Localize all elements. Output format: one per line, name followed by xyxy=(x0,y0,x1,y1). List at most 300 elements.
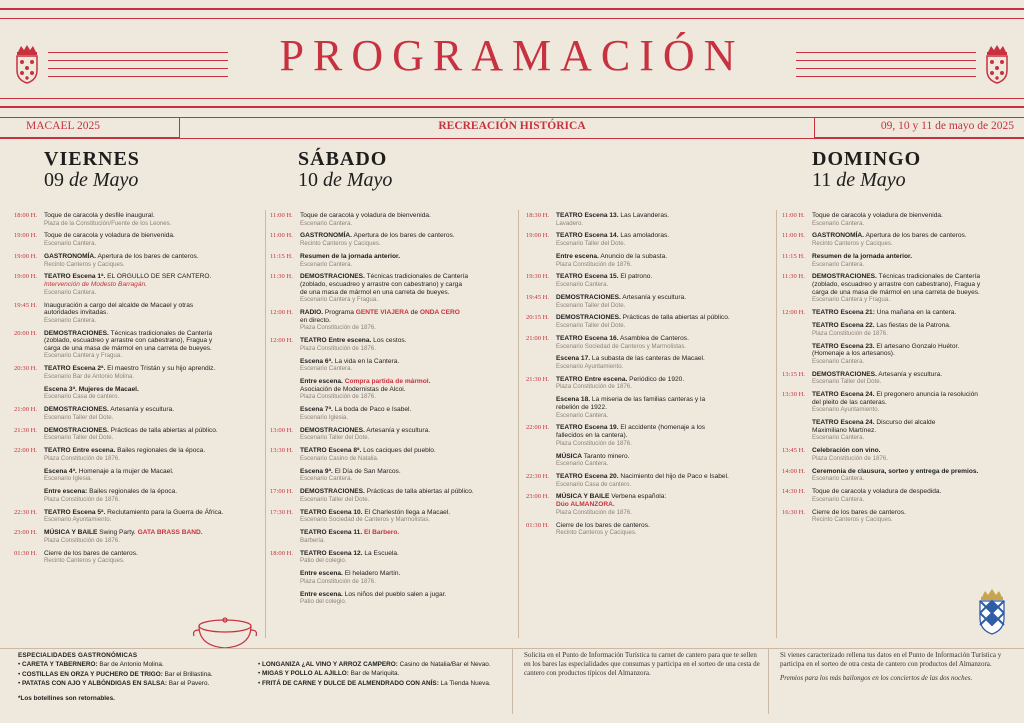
event-label: GASTRONOMÍA. xyxy=(300,232,353,240)
schedule-event xyxy=(526,355,772,370)
event-place: Recinto Canteros y Caciques. xyxy=(44,557,125,565)
event-line xyxy=(44,337,260,345)
event-time: 17:00 H. xyxy=(270,488,294,496)
event-line xyxy=(556,432,772,440)
event-line xyxy=(44,386,260,394)
schedule-event xyxy=(270,273,514,303)
event-line xyxy=(556,294,772,302)
event-place: Escenario Cantera. xyxy=(812,475,865,483)
event-text: Ceremonia de clausura, sorteo y entrega de premios. xyxy=(812,467,979,475)
event-text: Programa xyxy=(323,309,356,317)
day-heading-friday xyxy=(44,149,140,191)
event-line xyxy=(812,343,1018,351)
event-label: DEMOSTRACIONES. xyxy=(300,426,365,434)
day-month: de Mayo xyxy=(323,169,393,191)
schedule-event xyxy=(782,509,1018,524)
event-time: 21:00 H. xyxy=(526,334,550,342)
event-text: Apertura de los bares de canteros. xyxy=(96,252,199,260)
event-text: Las amoladoras. xyxy=(618,232,670,240)
event-text: Maximiliano Martínez. xyxy=(812,426,877,434)
day-heading-saturday xyxy=(298,149,392,191)
event-label: Entre escena. xyxy=(300,570,343,578)
costume-text xyxy=(780,651,1012,683)
event-text: La miseria de las familias canteras y la xyxy=(590,396,706,404)
event-line xyxy=(812,399,1018,407)
event-highlight: ONDA CERO xyxy=(419,309,460,317)
event-time: 23:00 H. xyxy=(14,529,38,537)
event-line xyxy=(812,488,1018,496)
event-line xyxy=(44,253,260,261)
schedule-event xyxy=(270,358,514,373)
schedule-event xyxy=(782,273,1018,303)
event-label: TEATRO Escena 22. xyxy=(812,322,875,330)
event-label: DEMOSTRACIONES. xyxy=(556,293,621,301)
event-text: Swing Party. xyxy=(97,529,138,537)
schedule-event xyxy=(526,232,772,247)
specialties-left xyxy=(18,651,258,703)
event-time: 11:30 H. xyxy=(782,273,805,281)
event-text: El accidente (homenaje a los xyxy=(618,424,706,432)
top-rule-2 xyxy=(0,18,1024,19)
event-label: DEMOSTRACIONES. xyxy=(300,273,365,281)
schedule-event xyxy=(526,273,772,288)
schedule-event xyxy=(14,509,260,524)
event-line xyxy=(556,453,772,461)
event-text: autoridades invitadas. xyxy=(44,309,109,317)
event-text: (zoblado, escuadreo y arrastre con cabestrano), Fragua y xyxy=(812,281,981,289)
event-line xyxy=(812,509,1018,517)
event-place: Escenario Cantera y Fragua. xyxy=(300,296,378,304)
event-line xyxy=(300,386,514,394)
event-text: Toque de caracola y voladura de bienvenida. xyxy=(300,212,431,219)
schedule-event xyxy=(14,488,260,503)
event-place: Escenario Casino de Natalia. xyxy=(300,454,379,462)
schedule-event xyxy=(270,427,514,442)
event-text: Técnicas tradicionales de Cantería xyxy=(108,329,213,337)
strip-rule-top xyxy=(0,117,1024,118)
event-text: Los caciques del pueblo. xyxy=(361,447,436,455)
schedule-event xyxy=(14,468,260,483)
event-label: TEATRO Entre escena. xyxy=(556,375,628,383)
event-text: El maestro Tristán y su hijo aprendiz. xyxy=(105,365,216,373)
event-text: en directo. xyxy=(300,316,331,324)
day-name: SÁBADO xyxy=(298,148,388,170)
event-time: 01:30 H. xyxy=(526,521,550,529)
event-highlight: El Barbero. xyxy=(364,529,400,537)
schedule-event xyxy=(526,212,772,227)
event-place: Escenario Taller del Dote. xyxy=(44,434,114,442)
event-line xyxy=(44,529,260,537)
event-text: Técnicas tradicionales de Cantería xyxy=(364,273,469,281)
event-text: Toque de caracola y voladura de bienvenida. xyxy=(44,232,175,240)
event-label: MÚSICA Y BAILE xyxy=(44,529,98,537)
event-place: Escenario Cantera. xyxy=(44,288,97,296)
event-line xyxy=(300,447,514,455)
day-name: DOMINGO xyxy=(812,148,922,170)
event-time: 21:30 H. xyxy=(526,375,550,383)
event-text: Prácticas de talla abiertas al público. xyxy=(108,426,218,434)
event-line xyxy=(556,232,772,240)
event-time: 11:00 H. xyxy=(782,212,805,219)
column-divider-2 xyxy=(518,210,519,638)
event-line xyxy=(812,281,1018,289)
event-place: Escenario Ayuntamiento. xyxy=(44,516,112,524)
schedule-event xyxy=(270,509,514,524)
event-label: Escena 9ª. xyxy=(300,467,333,475)
event-line xyxy=(300,232,514,240)
event-text: Cierre de los bares de canteros. xyxy=(44,549,138,557)
event-place: Escenario Cantera. xyxy=(300,219,353,227)
event-time: 12:00 H. xyxy=(270,337,294,345)
top-rule-1 xyxy=(0,8,1024,10)
event-label: TEATRO Escena 8ª. xyxy=(300,447,362,455)
specialties-right xyxy=(258,660,508,688)
event-place: Plaza de la Constitución/Fuente de los Leones. xyxy=(44,219,172,227)
event-place: Recinto Canteros y Caciques. xyxy=(44,260,125,268)
event-place: Plaza Constitución de 1876. xyxy=(812,454,888,462)
schedule-event xyxy=(270,529,514,544)
schedule-event xyxy=(526,424,772,447)
event-line xyxy=(812,232,1018,240)
event-text: Las Lavanderas. xyxy=(618,212,670,219)
event-line xyxy=(300,406,514,414)
day-heading-sunday xyxy=(812,149,921,191)
schedule-event xyxy=(782,322,1018,337)
event-text: (zoblado, escuadreo y arrastre con cabestrano) y carga xyxy=(300,281,462,289)
event-line xyxy=(812,273,1018,281)
event-text: Bailes regionales de la época. xyxy=(87,488,178,496)
event-place: Escenario Cantera. xyxy=(556,460,609,468)
event-place: Escenario Taller del Dote. xyxy=(556,240,626,248)
event-label: TEATRO Escena 5ª. xyxy=(44,508,106,516)
event-text: Anuncio de la subasta. xyxy=(598,252,668,260)
event-line xyxy=(300,378,514,386)
schedule-column-saturday-evening xyxy=(526,212,772,542)
event-label: DEMOSTRACIONES. xyxy=(44,406,109,414)
event-label: Escena 7ª. xyxy=(300,406,333,414)
card-text: Solicita en el Punto de Información Turística tu carnet de cantero para que te sellen en los bares las especialidades que consumas y participa en el sorteo de una cesta de cantero con productos típicos del Almanzora. xyxy=(524,651,760,677)
specialty-item: • PATATAS CON AJO Y ALBÓNDIGAS EN SALSA: Bar el Pavero. xyxy=(18,679,210,687)
event-time: 13:30 H. xyxy=(782,391,806,399)
event-text: Prácticas de talla abiertas al público. xyxy=(364,488,474,496)
column-divider-3 xyxy=(776,210,777,638)
info-strip xyxy=(0,117,1024,138)
event-line xyxy=(812,427,1018,435)
day-month: de Mayo xyxy=(69,169,139,191)
schedule-event xyxy=(526,253,772,268)
event-text: Nacimiento del hijo de Paco e Isabel. xyxy=(618,473,729,480)
event-time: 22:30 H. xyxy=(14,508,38,516)
event-text: Técnicas tradicionales de Cantería xyxy=(876,273,981,281)
mid-rule-1 xyxy=(0,98,1024,99)
event-label: TEATRO Escena 11. xyxy=(300,529,363,537)
schedule-event xyxy=(270,406,514,421)
schedule-event xyxy=(270,488,514,503)
event-line xyxy=(300,317,514,325)
event-line xyxy=(556,335,772,343)
event-highlight: Compra partida de mármol. xyxy=(344,378,431,386)
event-place: Escenario Taller del Dote. xyxy=(556,322,626,330)
schedule-event xyxy=(782,253,1018,268)
event-time: 19:00 H. xyxy=(526,232,550,240)
event-text: El patrono. xyxy=(618,273,653,281)
strip-rule-bottom xyxy=(0,138,1024,139)
schedule-event xyxy=(14,386,260,401)
schedule-event xyxy=(782,488,1018,503)
event-line xyxy=(556,473,772,481)
event-place: Escenario Cantera. xyxy=(812,434,865,442)
event-label: TEATRO Escena 24. xyxy=(812,391,875,399)
event-label: TEATRO Entre escena. xyxy=(44,447,116,455)
event-place: Escenario Cantera. xyxy=(44,316,97,324)
event-time: 18:00 H. xyxy=(270,549,294,557)
event-line xyxy=(556,424,772,432)
event-text: El Charlestón llega a Macael. xyxy=(362,508,451,516)
event-line xyxy=(44,273,260,281)
event-time: 12:00 H. xyxy=(782,309,806,317)
event-place: Plaza Constitución de 1876. xyxy=(300,577,376,585)
event-line xyxy=(556,493,772,501)
event-line xyxy=(556,212,772,220)
event-label: DEMOSTRACIONES. xyxy=(300,488,365,496)
event-place: Escenario Cantera y Fragua. xyxy=(812,296,890,304)
event-label: TEATRO Escena 10. xyxy=(300,508,363,516)
coat-of-arms-icon xyxy=(975,588,1009,636)
event-line xyxy=(44,509,260,517)
event-label: DEMOSTRACIONES. xyxy=(44,329,109,337)
schedule-event xyxy=(270,550,514,565)
schedule-event xyxy=(526,294,772,309)
mid-rule-2 xyxy=(0,106,1024,108)
event-place: Escenario Taller del Dote. xyxy=(300,495,370,503)
event-label: GASTRONOMÍA. xyxy=(44,252,97,260)
event-place: Escenario Cantera. xyxy=(300,475,353,483)
event-line xyxy=(812,419,1018,427)
event-place: Plaza Constitución de 1876. xyxy=(44,454,120,462)
event-text: Una mañana en la cantera. xyxy=(874,309,957,317)
event-label: GASTRONOMÍA. xyxy=(812,232,865,240)
event-line xyxy=(300,427,514,435)
event-place: Escenario Cantera. xyxy=(812,357,865,365)
event-text: Artesanía y escultura. xyxy=(364,426,431,434)
event-line xyxy=(44,302,260,310)
specialty-item: • MIGAS Y POLLO AL AJILLO: Bar de Mariquita. xyxy=(258,670,400,678)
event-line xyxy=(556,396,772,404)
event-text: El pregonero anuncia la resolución xyxy=(874,391,978,399)
event-text: Asociación de Modernistas de Alcoi. xyxy=(300,385,406,393)
event-line xyxy=(44,212,260,220)
event-time: 22:00 H. xyxy=(526,424,550,432)
footer-divider-2 xyxy=(768,648,769,714)
event-line xyxy=(300,281,514,289)
event-line xyxy=(300,253,514,261)
event-place: Escenario Ayuntamiento. xyxy=(812,406,880,414)
event-place: Plaza Constitución de 1876. xyxy=(556,260,632,268)
event-time: 13:00 H. xyxy=(270,426,294,434)
event-text: El Día de San Marcos. xyxy=(332,467,401,475)
event-place: Plaza Constitución de 1876. xyxy=(812,329,888,337)
event-text: carga de una masa de mármol en una carreta de bueyes. xyxy=(812,288,980,296)
event-place: Escenario Cantera. xyxy=(44,240,97,248)
day-date xyxy=(298,169,392,191)
event-line xyxy=(556,314,772,322)
event-line xyxy=(556,273,772,281)
event-time: 22:30 H. xyxy=(526,473,550,480)
event-line xyxy=(300,509,514,517)
event-time: 11:15 H. xyxy=(782,252,805,260)
event-line xyxy=(556,501,772,509)
event-text: Artesanía y escultura. xyxy=(108,406,175,414)
day-number: 09 xyxy=(44,169,64,191)
day-date xyxy=(44,169,140,191)
schedule-column-sunday xyxy=(782,212,1018,529)
event-text: Toque de caracola y voladura de despedida. xyxy=(812,488,942,496)
event-time: 19:45 H. xyxy=(526,293,550,301)
schedule-event xyxy=(14,212,260,227)
schedule-event xyxy=(14,365,260,380)
event-text: fallecidos en la cantera). xyxy=(556,432,628,440)
event-label: Entre escena: xyxy=(44,488,88,496)
schedule-event xyxy=(526,396,772,419)
event-time: 23:00 H. xyxy=(526,493,550,501)
event-note: Intervención de Modesto Barragán. xyxy=(44,281,147,289)
event-time: 14:00 H. xyxy=(782,467,806,475)
event-time: 18:30 H. xyxy=(526,212,550,219)
event-place: Escenario Taller del Dote. xyxy=(812,378,882,386)
schedule-event xyxy=(270,378,514,401)
specialty-item: • LONGANIZA ¿AL VINO Y ARROZ CAMPERO: Casino de Natalia/Bar el Nevao. xyxy=(258,661,491,668)
event-line xyxy=(300,358,514,366)
event-place: Recinto Canteros y Caciques. xyxy=(812,516,893,524)
schedule-event xyxy=(782,232,1018,247)
schedule-event xyxy=(14,529,260,544)
event-text: La boda de Paco e Isabel. xyxy=(332,406,412,414)
event-place: Escenario Taller del Dote. xyxy=(44,413,114,421)
event-line xyxy=(44,447,260,455)
event-time: 19:45 H. xyxy=(14,301,38,309)
schedule-event xyxy=(270,212,514,227)
event-text: Homenaje a la mujer de Macael. xyxy=(76,467,174,475)
event-label: TEATRO Escena 12. xyxy=(300,549,363,557)
event-time: 20:15 H. xyxy=(526,314,550,322)
event-place: Escenario Taller del Dote. xyxy=(556,301,626,309)
event-label: Escena 18. xyxy=(556,396,591,404)
event-text: EL ORGULLO DE SER CANTERO. xyxy=(105,273,212,281)
schedule-event xyxy=(270,591,514,606)
schedule-event xyxy=(270,232,514,247)
event-line xyxy=(44,468,260,476)
event-line xyxy=(44,406,260,414)
event-text: Cierre de los bares de canteros. xyxy=(556,521,650,529)
event-label: TEATRO Escena 24. xyxy=(812,419,875,427)
event-line xyxy=(556,253,772,261)
event-text: carga de una masa de mármol en una carreta de bueyes. xyxy=(44,344,212,352)
event-line xyxy=(300,273,514,281)
footer-divider-1 xyxy=(512,648,513,714)
column-divider-1 xyxy=(265,210,266,638)
specialty-item: • FRITÁ DE CARNE Y DULCE DE ALMENDRADO CON ANÍS: La Tienda Nueva. xyxy=(258,679,491,687)
schedule-event xyxy=(526,522,772,537)
event-place: Escenario Sociedad de Canteros y Marmolistas. xyxy=(300,516,431,524)
event-place: Plaza Constitución de 1876. xyxy=(556,508,632,516)
event-label: Entre escena. xyxy=(300,378,343,386)
event-label: DEMOSTRACIONES. xyxy=(556,314,621,322)
event-line xyxy=(44,330,260,338)
event-line xyxy=(812,322,1018,330)
event-time: 01:30 H. xyxy=(14,549,38,557)
event-text: Resumen de la jornada anterior. xyxy=(812,252,913,260)
event-place: Recinto Canteros y Caciques. xyxy=(812,240,893,248)
event-time: 12:00 H. xyxy=(270,309,294,317)
schedule-event xyxy=(270,337,514,352)
event-place: Plaza Constitución de 1876. xyxy=(556,439,632,447)
event-label: Escena 4ª. xyxy=(44,467,77,475)
event-label: RADIO. xyxy=(300,309,324,317)
event-time: 11:30 H. xyxy=(270,273,293,281)
event-label: TEATRO Escena 19. xyxy=(556,424,619,432)
event-label: Entre escena. xyxy=(556,252,599,260)
event-text: del pleito de las canteras. xyxy=(812,398,887,406)
schedule-event xyxy=(14,427,260,442)
specialty-item: • CARETA Y TABERNERO: Bar de Antonio Molina. xyxy=(18,661,164,669)
event-text: Bailes regionales de la época. xyxy=(115,447,206,455)
event-line xyxy=(812,253,1018,261)
cooking-pot-icon xyxy=(190,612,260,652)
event-text: Celebración con vino. xyxy=(812,447,881,455)
schedule-event xyxy=(14,302,260,325)
event-line xyxy=(300,550,514,558)
event-text: La Escuela. xyxy=(362,549,399,557)
specialties-title: ESPECIALIDADES GASTRONÓMICAS xyxy=(18,652,138,659)
event-place: Plaza Constitución de 1876. xyxy=(300,324,376,332)
costume-contest-text: Si vienes caracterizado rellena tus datos en el Punto de Información Turística y participa en el sorteo de otra cesta de cantero con productos del Almanzora. xyxy=(780,651,1002,668)
event-line xyxy=(300,337,514,345)
event-text: Taranto minero. xyxy=(582,452,630,460)
event-line xyxy=(812,391,1018,399)
event-place: Plaza Constitución de 1876. xyxy=(300,344,376,352)
event-time: 22:00 H. xyxy=(14,447,38,455)
event-text: La vida en la Cantera. xyxy=(332,357,400,365)
day-month: de Mayo xyxy=(836,169,906,191)
event-place: Escenario Ayuntamiento. xyxy=(556,362,624,370)
event-time: 19:00 H. xyxy=(14,252,38,260)
event-place: Escenario Cantera. xyxy=(812,219,865,227)
event-line xyxy=(300,529,514,537)
event-label: Escena 17. xyxy=(556,355,591,363)
event-line xyxy=(44,550,260,558)
schedule-event xyxy=(270,447,514,462)
event-time: 20:30 H. xyxy=(14,365,38,373)
event-line xyxy=(300,212,514,220)
schedule-event xyxy=(526,314,772,329)
event-highlight: Dúo ALMANZORA. xyxy=(556,501,615,509)
event-place: Escenario Iglesia. xyxy=(300,413,349,421)
schedule-event xyxy=(14,447,260,462)
specialty-item: • COSTILLAS EN ORZA Y PUCHERO DE TRIGO: Bar el Brillastina. xyxy=(18,670,213,678)
schedule-event xyxy=(270,468,514,483)
returnable-note: *Los botellines son retornables. xyxy=(18,695,115,703)
event-label: TEATRO Escena 14. xyxy=(556,232,619,240)
event-text: de una masa de mármol en una carreta de bueyes. xyxy=(300,288,450,296)
event-label: TEATRO Escena 20. xyxy=(556,473,619,480)
event-line xyxy=(300,289,514,297)
schedule-event xyxy=(782,391,1018,414)
event-text: rebelión de 1922. xyxy=(556,403,607,411)
event-text: Artesanía y escultura. xyxy=(876,370,943,378)
schedule-event xyxy=(782,212,1018,227)
event-text: Toque de caracola y voladura de bienvenida. xyxy=(812,212,943,219)
event-time: 19:00 H. xyxy=(14,232,38,240)
